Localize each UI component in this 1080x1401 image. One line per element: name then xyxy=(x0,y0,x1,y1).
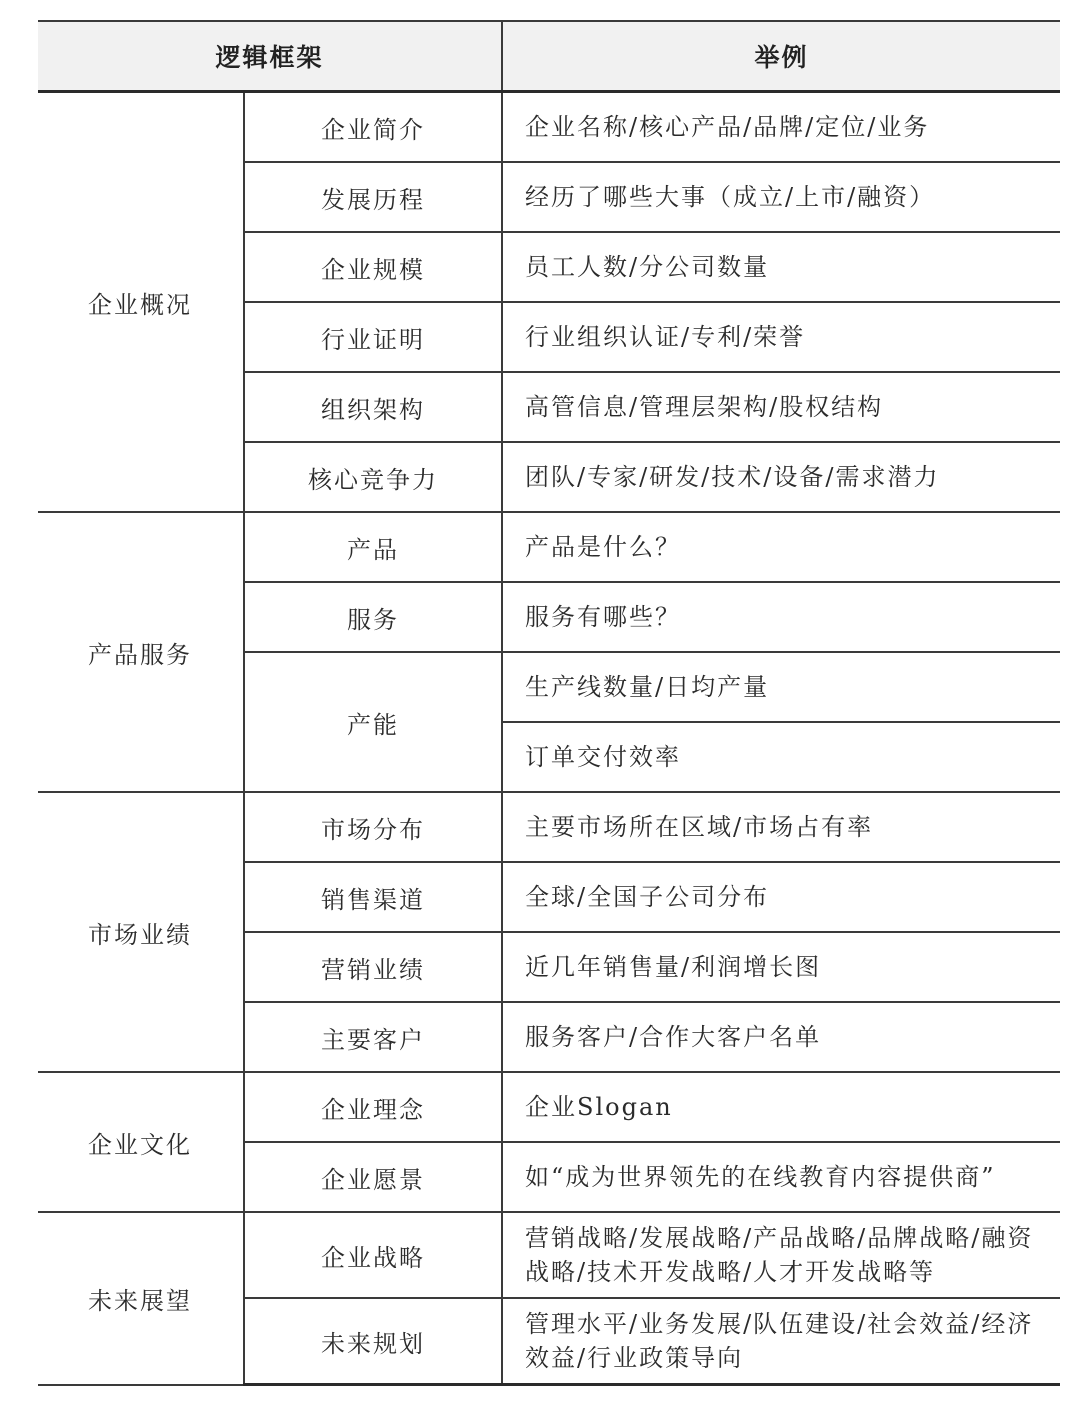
item-cell: 服务 xyxy=(244,582,502,652)
example-cell: 企业Slogan xyxy=(502,1072,1060,1142)
header-logic: 逻辑框架 xyxy=(38,21,502,92)
example-cell: 生产线数量/日均产量 xyxy=(502,652,1060,722)
item-cell: 企业规模 xyxy=(244,232,502,302)
item-cell: 企业简介 xyxy=(244,92,502,163)
item-cell: 主要客户 xyxy=(244,1002,502,1072)
example-cell: 全球/全国子公司分布 xyxy=(502,862,1060,932)
example-cell: 员工人数/分公司数量 xyxy=(502,232,1060,302)
example-cell: 企业名称/核心产品/品牌/定位/业务 xyxy=(502,92,1060,163)
example-cell: 行业组织认证/专利/荣誉 xyxy=(502,302,1060,372)
example-cell: 团队/专家/研发/技术/设备/需求潜力 xyxy=(502,442,1060,512)
item-cell: 未来规划 xyxy=(244,1298,502,1385)
framework-table xyxy=(38,20,1060,1386)
example-cell: 主要市场所在区域/市场占有率 xyxy=(502,792,1060,862)
example-cell: 服务客户/合作大客户名单 xyxy=(502,1002,1060,1072)
example-cell: 经历了哪些大事（成立/上市/融资） xyxy=(502,162,1060,232)
table-row xyxy=(38,1072,1060,1142)
item-cell: 销售渠道 xyxy=(244,862,502,932)
example-cell: 产品是什么？ xyxy=(502,512,1060,582)
item-cell: 行业证明 xyxy=(244,302,502,372)
example-cell: 高管信息/管理层架构/股权结构 xyxy=(502,372,1060,442)
example-cell: 如“成为世界领先的在线教育内容提供商” xyxy=(502,1142,1060,1212)
header-row xyxy=(38,21,1060,92)
item-cell: 发展历程 xyxy=(244,162,502,232)
category-cell: 企业概况 xyxy=(38,92,244,513)
table-row xyxy=(38,512,1060,582)
item-cell: 企业愿景 xyxy=(244,1142,502,1212)
item-cell: 核心竞争力 xyxy=(244,442,502,512)
category-cell: 企业文化 xyxy=(38,1072,244,1212)
table-row xyxy=(38,92,1060,163)
table-row xyxy=(38,792,1060,862)
item-cell: 企业理念 xyxy=(244,1072,502,1142)
category-cell: 产品服务 xyxy=(38,512,244,792)
item-cell: 市场分布 xyxy=(244,792,502,862)
item-cell: 组织架构 xyxy=(244,372,502,442)
example-cell: 营销战略/发展战略/产品战略/品牌战略/融资战略/技术开发战略/人才开发战略等 xyxy=(502,1212,1060,1298)
example-cell: 订单交付效率 xyxy=(502,722,1060,792)
item-cell: 产品 xyxy=(244,512,502,582)
item-cell: 营销业绩 xyxy=(244,932,502,1002)
table-body xyxy=(38,92,1060,1385)
example-cell: 近几年销售量/利润增长图 xyxy=(502,932,1060,1002)
example-cell: 服务有哪些？ xyxy=(502,582,1060,652)
example-cell: 管理水平/业务发展/队伍建设/社会效益/经济效益/行业政策导向 xyxy=(502,1298,1060,1385)
item-cell: 产能 xyxy=(244,652,502,792)
category-cell: 市场业绩 xyxy=(38,792,244,1072)
category-cell: 未来展望 xyxy=(38,1212,244,1385)
item-cell: 企业战略 xyxy=(244,1212,502,1298)
header-example: 举例 xyxy=(502,21,1060,92)
framework-table-sheet xyxy=(38,20,1060,1382)
table-row xyxy=(38,1212,1060,1298)
